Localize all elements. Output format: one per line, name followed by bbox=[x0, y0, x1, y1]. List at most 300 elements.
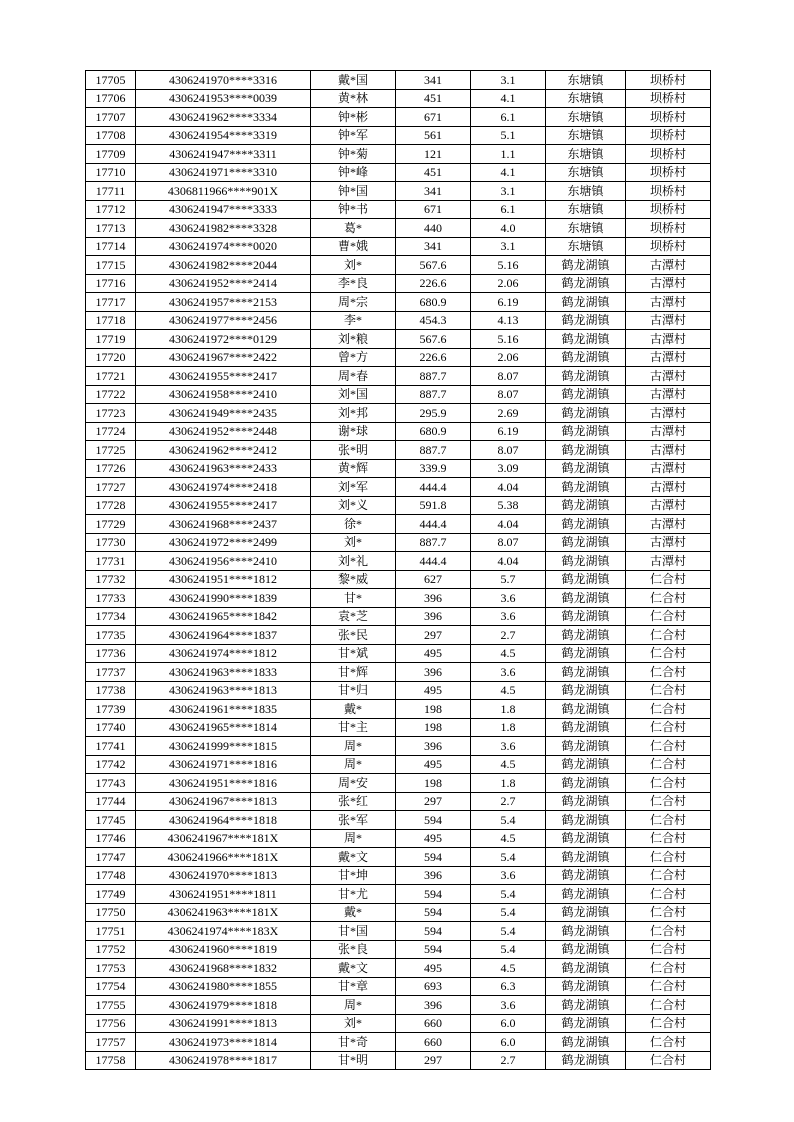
village-cell: 仁合村 bbox=[626, 663, 711, 682]
amount-cell: 495 bbox=[396, 959, 471, 978]
area-cell: 4.04 bbox=[471, 552, 546, 571]
id-number-cell: 4306241960****1819 bbox=[136, 940, 311, 959]
amount-cell: 887.7 bbox=[396, 533, 471, 552]
town-cell: 鹤龙湖镇 bbox=[546, 811, 626, 830]
id-number-cell: 4306241965****1842 bbox=[136, 607, 311, 626]
id-number-cell: 4306241954****3319 bbox=[136, 126, 311, 145]
town-cell: 鹤龙湖镇 bbox=[546, 737, 626, 756]
name-cell: 甘*章 bbox=[311, 977, 396, 996]
name-cell: 戴* bbox=[311, 903, 396, 922]
table-row bbox=[86, 478, 711, 497]
seq-cell: 17750 bbox=[86, 903, 136, 922]
village-cell: 仁合村 bbox=[626, 644, 711, 663]
name-cell: 钟*峰 bbox=[311, 163, 396, 182]
id-number-cell: 4306241957****2153 bbox=[136, 293, 311, 312]
village-cell: 古潭村 bbox=[626, 385, 711, 404]
seq-cell: 17744 bbox=[86, 792, 136, 811]
name-cell: 刘*礼 bbox=[311, 552, 396, 571]
area-cell: 3.6 bbox=[471, 589, 546, 608]
area-cell: 5.4 bbox=[471, 848, 546, 867]
name-cell: 甘*辉 bbox=[311, 663, 396, 682]
seq-cell: 17755 bbox=[86, 996, 136, 1015]
area-cell: 4.04 bbox=[471, 515, 546, 534]
seq-cell: 17748 bbox=[86, 866, 136, 885]
town-cell: 鹤龙湖镇 bbox=[546, 626, 626, 645]
area-cell: 1.8 bbox=[471, 718, 546, 737]
name-cell: 周*宗 bbox=[311, 293, 396, 312]
amount-cell: 887.7 bbox=[396, 385, 471, 404]
seq-cell: 17710 bbox=[86, 163, 136, 182]
name-cell: 戴*国 bbox=[311, 71, 396, 90]
village-cell: 古潭村 bbox=[626, 367, 711, 386]
area-cell: 4.5 bbox=[471, 755, 546, 774]
id-number-cell: 4306241980****1855 bbox=[136, 977, 311, 996]
area-cell: 4.5 bbox=[471, 829, 546, 848]
town-cell: 东塘镇 bbox=[546, 200, 626, 219]
amount-cell: 451 bbox=[396, 89, 471, 108]
area-cell: 6.19 bbox=[471, 293, 546, 312]
seq-cell: 17740 bbox=[86, 718, 136, 737]
name-cell: 徐* bbox=[311, 515, 396, 534]
seq-cell: 17736 bbox=[86, 644, 136, 663]
village-cell: 仁合村 bbox=[626, 626, 711, 645]
table-row bbox=[86, 700, 711, 719]
village-cell: 仁合村 bbox=[626, 996, 711, 1015]
village-cell: 坝桥村 bbox=[626, 108, 711, 127]
amount-cell: 341 bbox=[396, 71, 471, 90]
town-cell: 鹤龙湖镇 bbox=[546, 552, 626, 571]
table-row bbox=[86, 774, 711, 793]
amount-cell: 396 bbox=[396, 996, 471, 1015]
amount-cell: 198 bbox=[396, 718, 471, 737]
amount-cell: 561 bbox=[396, 126, 471, 145]
table-row bbox=[86, 200, 711, 219]
id-number-cell: 4306241967****181X bbox=[136, 829, 311, 848]
amount-cell: 396 bbox=[396, 589, 471, 608]
table-row bbox=[86, 311, 711, 330]
table-body bbox=[86, 71, 711, 1070]
area-cell: 8.07 bbox=[471, 533, 546, 552]
seq-cell: 17726 bbox=[86, 459, 136, 478]
seq-cell: 17727 bbox=[86, 478, 136, 497]
area-cell: 8.07 bbox=[471, 441, 546, 460]
id-number-cell: 4306241971****3310 bbox=[136, 163, 311, 182]
id-number-cell: 4306241972****0129 bbox=[136, 330, 311, 349]
town-cell: 鹤龙湖镇 bbox=[546, 404, 626, 423]
id-number-cell: 4306241952****2414 bbox=[136, 274, 311, 293]
town-cell: 东塘镇 bbox=[546, 71, 626, 90]
table-row bbox=[86, 644, 711, 663]
village-cell: 坝桥村 bbox=[626, 145, 711, 164]
village-cell: 古潭村 bbox=[626, 459, 711, 478]
table-row bbox=[86, 293, 711, 312]
name-cell: 钟*书 bbox=[311, 200, 396, 219]
town-cell: 鹤龙湖镇 bbox=[546, 681, 626, 700]
area-cell: 4.1 bbox=[471, 163, 546, 182]
area-cell: 4.1 bbox=[471, 89, 546, 108]
village-cell: 仁合村 bbox=[626, 922, 711, 941]
area-cell: 4.5 bbox=[471, 959, 546, 978]
name-cell: 甘*国 bbox=[311, 922, 396, 941]
name-cell: 甘*斌 bbox=[311, 644, 396, 663]
id-number-cell: 4306241971****1816 bbox=[136, 755, 311, 774]
id-number-cell: 4306241963****1833 bbox=[136, 663, 311, 682]
village-cell: 坝桥村 bbox=[626, 163, 711, 182]
town-cell: 鹤龙湖镇 bbox=[546, 903, 626, 922]
village-cell: 古潭村 bbox=[626, 496, 711, 515]
table-row bbox=[86, 126, 711, 145]
name-cell: 甘*奇 bbox=[311, 1033, 396, 1052]
name-cell: 刘*义 bbox=[311, 496, 396, 515]
id-number-cell: 4306241964****1837 bbox=[136, 626, 311, 645]
area-cell: 6.1 bbox=[471, 108, 546, 127]
name-cell: 甘* bbox=[311, 589, 396, 608]
name-cell: 甘*主 bbox=[311, 718, 396, 737]
amount-cell: 295.9 bbox=[396, 404, 471, 423]
amount-cell: 660 bbox=[396, 1033, 471, 1052]
id-number-cell: 4306241970****1813 bbox=[136, 866, 311, 885]
seq-cell: 17749 bbox=[86, 885, 136, 904]
area-cell: 2.06 bbox=[471, 348, 546, 367]
id-number-cell: 4306241999****1815 bbox=[136, 737, 311, 756]
name-cell: 张*民 bbox=[311, 626, 396, 645]
town-cell: 鹤龙湖镇 bbox=[546, 274, 626, 293]
area-cell: 2.69 bbox=[471, 404, 546, 423]
table-row bbox=[86, 163, 711, 182]
village-cell: 坝桥村 bbox=[626, 126, 711, 145]
name-cell: 张*良 bbox=[311, 940, 396, 959]
area-cell: 5.7 bbox=[471, 570, 546, 589]
seq-cell: 17725 bbox=[86, 441, 136, 460]
village-cell: 古潭村 bbox=[626, 348, 711, 367]
amount-cell: 495 bbox=[396, 829, 471, 848]
name-cell: 曾*方 bbox=[311, 348, 396, 367]
id-number-cell: 4306241958****2410 bbox=[136, 385, 311, 404]
id-number-cell: 4306241973****1814 bbox=[136, 1033, 311, 1052]
id-number-cell: 4306241974****2418 bbox=[136, 478, 311, 497]
table-row bbox=[86, 256, 711, 275]
name-cell: 张*红 bbox=[311, 792, 396, 811]
amount-cell: 627 bbox=[396, 570, 471, 589]
amount-cell: 591.8 bbox=[396, 496, 471, 515]
village-cell: 坝桥村 bbox=[626, 237, 711, 256]
area-cell: 3.6 bbox=[471, 607, 546, 626]
table-row bbox=[86, 274, 711, 293]
id-number-cell: 4306241977****2456 bbox=[136, 311, 311, 330]
table-row bbox=[86, 1014, 711, 1033]
village-cell: 仁合村 bbox=[626, 755, 711, 774]
amount-cell: 495 bbox=[396, 755, 471, 774]
village-cell: 仁合村 bbox=[626, 718, 711, 737]
amount-cell: 339.9 bbox=[396, 459, 471, 478]
amount-cell: 444.4 bbox=[396, 478, 471, 497]
table-row bbox=[86, 922, 711, 941]
table-row bbox=[86, 533, 711, 552]
seq-cell: 17739 bbox=[86, 700, 136, 719]
id-number-cell: 4306241963****1813 bbox=[136, 681, 311, 700]
id-number-cell: 4306241951****1811 bbox=[136, 885, 311, 904]
town-cell: 鹤龙湖镇 bbox=[546, 663, 626, 682]
amount-cell: 887.7 bbox=[396, 367, 471, 386]
id-number-cell: 4306241968****1832 bbox=[136, 959, 311, 978]
amount-cell: 454.3 bbox=[396, 311, 471, 330]
table-row bbox=[86, 1033, 711, 1052]
village-cell: 古潭村 bbox=[626, 404, 711, 423]
table-row bbox=[86, 848, 711, 867]
village-cell: 古潭村 bbox=[626, 330, 711, 349]
town-cell: 鹤龙湖镇 bbox=[546, 589, 626, 608]
village-cell: 仁合村 bbox=[626, 959, 711, 978]
subsidy-records-table bbox=[85, 70, 711, 1070]
amount-cell: 444.4 bbox=[396, 515, 471, 534]
seq-cell: 17753 bbox=[86, 959, 136, 978]
town-cell: 东塘镇 bbox=[546, 145, 626, 164]
name-cell: 刘* bbox=[311, 1014, 396, 1033]
village-cell: 坝桥村 bbox=[626, 182, 711, 201]
town-cell: 东塘镇 bbox=[546, 108, 626, 127]
area-cell: 2.7 bbox=[471, 626, 546, 645]
table-row bbox=[86, 552, 711, 571]
table-row bbox=[86, 404, 711, 423]
village-cell: 仁合村 bbox=[626, 866, 711, 885]
id-number-cell: 4306241967****1813 bbox=[136, 792, 311, 811]
amount-cell: 226.6 bbox=[396, 348, 471, 367]
village-cell: 仁合村 bbox=[626, 589, 711, 608]
name-cell: 甘*尤 bbox=[311, 885, 396, 904]
village-cell: 古潭村 bbox=[626, 552, 711, 571]
village-cell: 坝桥村 bbox=[626, 71, 711, 90]
seq-cell: 17717 bbox=[86, 293, 136, 312]
name-cell: 黄*辉 bbox=[311, 459, 396, 478]
amount-cell: 495 bbox=[396, 681, 471, 700]
id-number-cell: 4306241982****2044 bbox=[136, 256, 311, 275]
table-row bbox=[86, 515, 711, 534]
village-cell: 仁合村 bbox=[626, 848, 711, 867]
name-cell: 刘*国 bbox=[311, 385, 396, 404]
seq-cell: 17721 bbox=[86, 367, 136, 386]
town-cell: 鹤龙湖镇 bbox=[546, 774, 626, 793]
table-row bbox=[86, 589, 711, 608]
amount-cell: 693 bbox=[396, 977, 471, 996]
area-cell: 3.1 bbox=[471, 71, 546, 90]
id-number-cell: 4306241963****2433 bbox=[136, 459, 311, 478]
table-row bbox=[86, 607, 711, 626]
area-cell: 1.8 bbox=[471, 774, 546, 793]
table-row bbox=[86, 959, 711, 978]
id-number-cell: 4306241965****1814 bbox=[136, 718, 311, 737]
table-row bbox=[86, 792, 711, 811]
village-cell: 仁合村 bbox=[626, 811, 711, 830]
town-cell: 鹤龙湖镇 bbox=[546, 367, 626, 386]
amount-cell: 341 bbox=[396, 182, 471, 201]
area-cell: 5.4 bbox=[471, 885, 546, 904]
village-cell: 仁合村 bbox=[626, 903, 711, 922]
table-row bbox=[86, 145, 711, 164]
village-cell: 仁合村 bbox=[626, 737, 711, 756]
amount-cell: 495 bbox=[396, 644, 471, 663]
seq-cell: 17712 bbox=[86, 200, 136, 219]
name-cell: 刘* bbox=[311, 533, 396, 552]
amount-cell: 567.6 bbox=[396, 256, 471, 275]
area-cell: 5.16 bbox=[471, 330, 546, 349]
seq-cell: 17716 bbox=[86, 274, 136, 293]
area-cell: 6.1 bbox=[471, 200, 546, 219]
town-cell: 鹤龙湖镇 bbox=[546, 478, 626, 497]
town-cell: 鹤龙湖镇 bbox=[546, 256, 626, 275]
village-cell: 仁合村 bbox=[626, 700, 711, 719]
town-cell: 鹤龙湖镇 bbox=[546, 607, 626, 626]
id-number-cell: 4306241968****2437 bbox=[136, 515, 311, 534]
town-cell: 鹤龙湖镇 bbox=[546, 718, 626, 737]
town-cell: 鹤龙湖镇 bbox=[546, 848, 626, 867]
name-cell: 钟*军 bbox=[311, 126, 396, 145]
table-row bbox=[86, 718, 711, 737]
table-row bbox=[86, 71, 711, 90]
area-cell: 3.09 bbox=[471, 459, 546, 478]
amount-cell: 297 bbox=[396, 1051, 471, 1070]
table-row bbox=[86, 829, 711, 848]
town-cell: 鹤龙湖镇 bbox=[546, 996, 626, 1015]
id-number-cell: 4306241966****181X bbox=[136, 848, 311, 867]
table-row bbox=[86, 663, 711, 682]
village-cell: 仁合村 bbox=[626, 885, 711, 904]
id-number-cell: 4306241956****2410 bbox=[136, 552, 311, 571]
amount-cell: 887.7 bbox=[396, 441, 471, 460]
table-row bbox=[86, 108, 711, 127]
table-row bbox=[86, 385, 711, 404]
name-cell: 钟*菊 bbox=[311, 145, 396, 164]
area-cell: 4.5 bbox=[471, 681, 546, 700]
seq-cell: 17741 bbox=[86, 737, 136, 756]
seq-cell: 17713 bbox=[86, 219, 136, 238]
name-cell: 钟*国 bbox=[311, 182, 396, 201]
town-cell: 鹤龙湖镇 bbox=[546, 385, 626, 404]
table-row bbox=[86, 496, 711, 515]
seq-cell: 17747 bbox=[86, 848, 136, 867]
seq-cell: 17714 bbox=[86, 237, 136, 256]
id-number-cell: 4306241962****3334 bbox=[136, 108, 311, 127]
village-cell: 坝桥村 bbox=[626, 89, 711, 108]
table-row bbox=[86, 977, 711, 996]
area-cell: 4.0 bbox=[471, 219, 546, 238]
amount-cell: 680.9 bbox=[396, 293, 471, 312]
town-cell: 鹤龙湖镇 bbox=[546, 922, 626, 941]
table-row bbox=[86, 459, 711, 478]
area-cell: 5.4 bbox=[471, 903, 546, 922]
area-cell: 5.4 bbox=[471, 922, 546, 941]
amount-cell: 680.9 bbox=[396, 422, 471, 441]
area-cell: 5.4 bbox=[471, 811, 546, 830]
seq-cell: 17757 bbox=[86, 1033, 136, 1052]
name-cell: 葛* bbox=[311, 219, 396, 238]
id-number-cell: 4306241951****1816 bbox=[136, 774, 311, 793]
name-cell: 黎*威 bbox=[311, 570, 396, 589]
name-cell: 戴*文 bbox=[311, 959, 396, 978]
name-cell: 甘*明 bbox=[311, 1051, 396, 1070]
town-cell: 东塘镇 bbox=[546, 126, 626, 145]
village-cell: 仁合村 bbox=[626, 1014, 711, 1033]
table-row bbox=[86, 441, 711, 460]
name-cell: 李*良 bbox=[311, 274, 396, 293]
area-cell: 6.0 bbox=[471, 1033, 546, 1052]
amount-cell: 594 bbox=[396, 922, 471, 941]
village-cell: 仁合村 bbox=[626, 1033, 711, 1052]
name-cell: 袁*芝 bbox=[311, 607, 396, 626]
name-cell: 张*明 bbox=[311, 441, 396, 460]
table-row bbox=[86, 737, 711, 756]
town-cell: 鹤龙湖镇 bbox=[546, 293, 626, 312]
amount-cell: 671 bbox=[396, 108, 471, 127]
village-cell: 仁合村 bbox=[626, 570, 711, 589]
id-number-cell: 4306241970****3316 bbox=[136, 71, 311, 90]
seq-cell: 17723 bbox=[86, 404, 136, 423]
table-row bbox=[86, 182, 711, 201]
seq-cell: 17705 bbox=[86, 71, 136, 90]
name-cell: 刘*军 bbox=[311, 478, 396, 497]
table-row bbox=[86, 811, 711, 830]
amount-cell: 671 bbox=[396, 200, 471, 219]
seq-cell: 17734 bbox=[86, 607, 136, 626]
id-number-cell: 4306241967****2422 bbox=[136, 348, 311, 367]
seq-cell: 17735 bbox=[86, 626, 136, 645]
name-cell: 刘* bbox=[311, 256, 396, 275]
name-cell: 周*春 bbox=[311, 367, 396, 386]
amount-cell: 297 bbox=[396, 792, 471, 811]
seq-cell: 17706 bbox=[86, 89, 136, 108]
table-row bbox=[86, 755, 711, 774]
seq-cell: 17718 bbox=[86, 311, 136, 330]
amount-cell: 226.6 bbox=[396, 274, 471, 293]
village-cell: 古潭村 bbox=[626, 274, 711, 293]
amount-cell: 121 bbox=[396, 145, 471, 164]
id-number-cell: 4306241979****1818 bbox=[136, 996, 311, 1015]
table-row bbox=[86, 996, 711, 1015]
seq-cell: 17746 bbox=[86, 829, 136, 848]
village-cell: 坝桥村 bbox=[626, 219, 711, 238]
town-cell: 鹤龙湖镇 bbox=[546, 792, 626, 811]
area-cell: 2.06 bbox=[471, 274, 546, 293]
area-cell: 4.5 bbox=[471, 644, 546, 663]
village-cell: 古潭村 bbox=[626, 293, 711, 312]
name-cell: 周* bbox=[311, 755, 396, 774]
town-cell: 东塘镇 bbox=[546, 182, 626, 201]
id-number-cell: 4306241961****1835 bbox=[136, 700, 311, 719]
village-cell: 仁合村 bbox=[626, 1051, 711, 1070]
area-cell: 6.19 bbox=[471, 422, 546, 441]
town-cell: 鹤龙湖镇 bbox=[546, 459, 626, 478]
amount-cell: 567.6 bbox=[396, 330, 471, 349]
area-cell: 5.38 bbox=[471, 496, 546, 515]
town-cell: 鹤龙湖镇 bbox=[546, 422, 626, 441]
table-row bbox=[86, 330, 711, 349]
amount-cell: 594 bbox=[396, 940, 471, 959]
table-row bbox=[86, 367, 711, 386]
table-row bbox=[86, 940, 711, 959]
town-cell: 鹤龙湖镇 bbox=[546, 866, 626, 885]
village-cell: 仁合村 bbox=[626, 681, 711, 700]
id-number-cell: 4306811966****901X bbox=[136, 182, 311, 201]
seq-cell: 17758 bbox=[86, 1051, 136, 1070]
area-cell: 1.1 bbox=[471, 145, 546, 164]
village-cell: 仁合村 bbox=[626, 829, 711, 848]
town-cell: 鹤龙湖镇 bbox=[546, 570, 626, 589]
id-number-cell: 4306241947****3333 bbox=[136, 200, 311, 219]
village-cell: 仁合村 bbox=[626, 607, 711, 626]
town-cell: 鹤龙湖镇 bbox=[546, 829, 626, 848]
name-cell: 黄*林 bbox=[311, 89, 396, 108]
seq-cell: 17720 bbox=[86, 348, 136, 367]
id-number-cell: 4306241991****1813 bbox=[136, 1014, 311, 1033]
